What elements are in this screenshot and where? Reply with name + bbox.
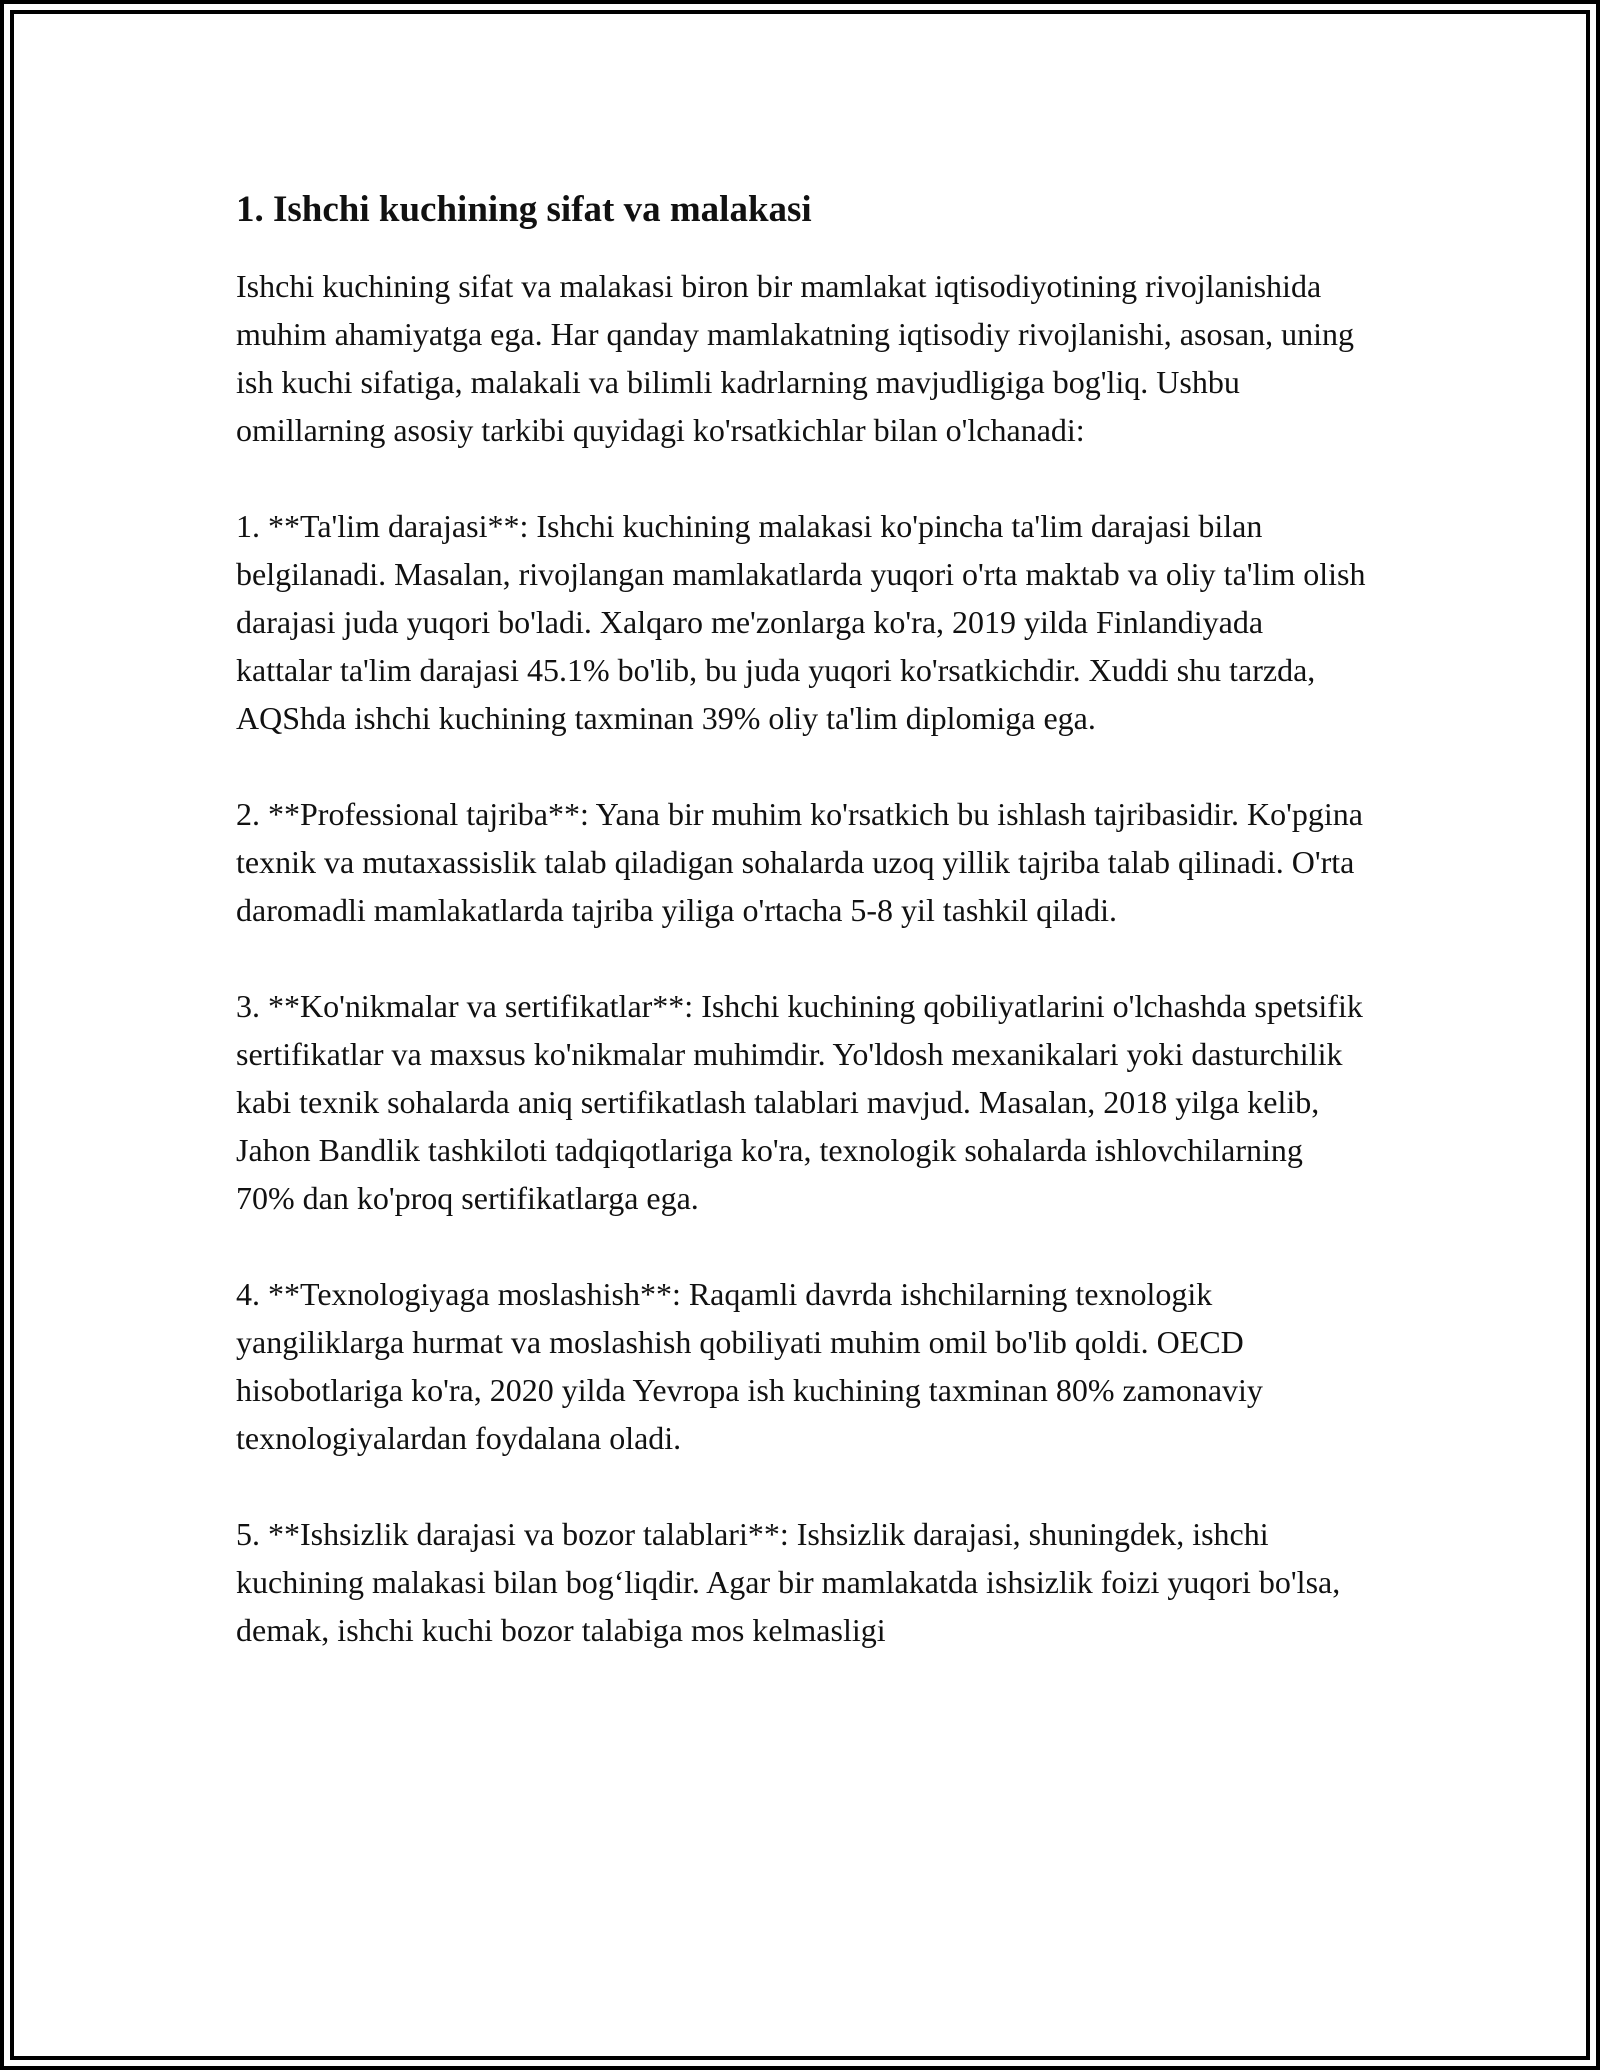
item-unemployment-market: 5. **Ishsizlik darajasi va bozor talablari**: Ishsizlik darajasi, shuningdek, ishchi kuchining malakasi bilan bog‘liqdir. Agar bir mamlakatda ishsizlik foizi yuqori bo'lsa, demak, ishchi kuchi bozor talabiga mos kelmasligi xyxy=(236,1516,1341,1649)
document-body xyxy=(236,186,1366,1654)
section-heading: 1. Ishchi kuchining sifat va malakasi xyxy=(236,189,812,230)
item-education-level: 1. **Ta'lim darajasi**: Ishchi kuchining malakasi ko'pincha ta'lim darajasi bilan belgilanadi. Masalan, rivojlangan mamlakatlarda yuqori o'rta maktab va oliy ta'lim olish darajasi juda yuqori bo'ladi. Xalqaro me'zonlarga ko'ra, 2019 yilda Finlandiyada kattalar ta'lim darajasi 45.1% bo'lib, bu juda yuqori ko'rsatkichdir. Xuddi shu tarzda, AQShda ishchi kuchining taxminan 39% oliy ta'lim diplomiga ega. xyxy=(236,508,1366,737)
intro-paragraph: Ishchi kuchining sifat va malakasi biron bir mamlakat iqtisodiyotining rivojlanishida muhim ahamiyatga ega. Har qanday mamlakatning iqtisodiy rivojlanishi, asosan, uning ish kuchi sifatiga, malakali va bilimli kadrlarning mavjudligiga bog'liq. Ushbu omillarning asosiy tarkibi quyidagi ko'rsatkichlar bilan o'lchanadi: xyxy=(236,268,1354,449)
item-skills-certificates: 3. **Ko'nikmalar va sertifikatlar**: Ishchi kuchining qobiliyatlarini o'lchashda spetsifik sertifikatlar va maxsus ko'nikmalar muhimdir. Yo'ldosh mexanikalari yoki dasturchilik kabi texnik sohalarda aniq sertifikatlash talablari mavjud. Masalan, 2018 yilga kelib, Jahon Bandlik tashkiloti tadqiqotlariga ko'ra, texnologik sohalarda ishlovchilarning 70% dan ko'proq sertifikatlarga ega. xyxy=(236,988,1363,1217)
item-technology-adaptation: 4. **Texnologiyaga moslashish**: Raqamli davrda ishchilarning texnologik yangiliklarga hurmat va moslashish qobiliyati muhim omil bo'lib qoldi. OECD hisobotlariga ko'ra, 2020 yilda Yevropa ish kuchining taxminan 80% zamonaviy texnologiyalardan foydalana oladi. xyxy=(236,1276,1263,1457)
item-professional-experience: 2. **Professional tajriba**: Yana bir muhim ko'rsatkich bu ishlash tajribasidir. Ko'pgina texnik va mutaxassislik talab qiladigan sohalarda uzoq yillik tajriba talab qilinadi. O'rta daromadli mamlakatlarda tajriba yiliga o'rtacha 5-8 yil tashkil qiladi. xyxy=(236,796,1363,929)
